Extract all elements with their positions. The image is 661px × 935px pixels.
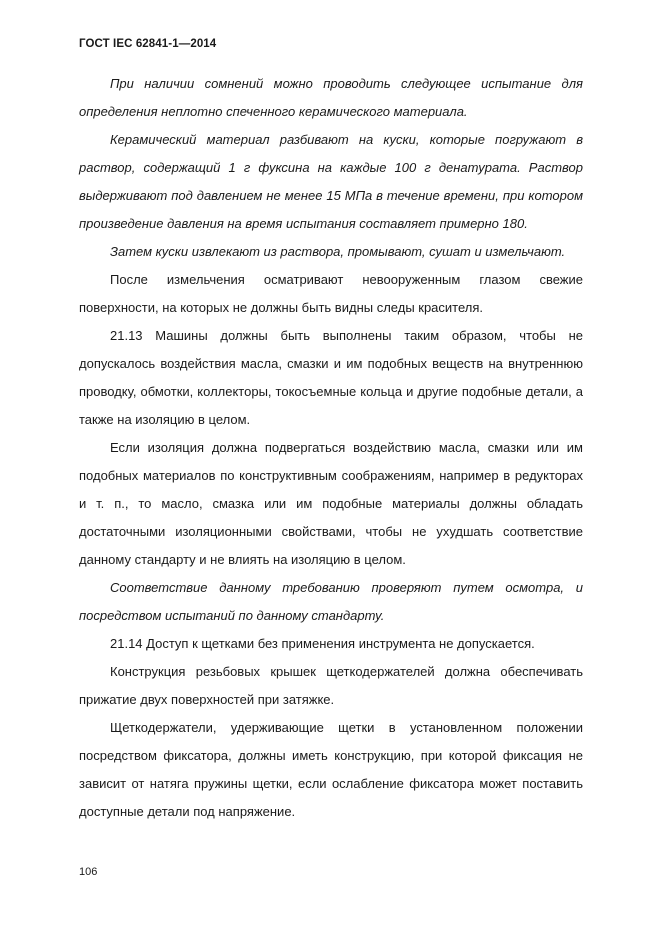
paragraph-doubt-test: При наличии сомнений можно проводить следующее испытание для определения неплотно спеченного керамического материала. — [79, 76, 583, 119]
paragraph-brush-caps: Конструкция резьбовых крышек щеткодержателей должна обеспечивать прижатие двух поверхностей при затяжке. — [79, 664, 583, 707]
page-number: 106 — [79, 866, 98, 878]
paragraph-clause-21-13: 21.13 Машины должны быть выполнены таким образом, чтобы не допускалось воздействия масла, смазки и им подобных веществ на внутреннюю проводку, обмотки, коллекторы, токосъемные кольца и другие подобные детали, а также на изоляцию в целом. — [79, 328, 583, 427]
paragraph-oil-insulation: Если изоляция должна подвергаться воздействию масла, смазки или им подобных материалов по конструктивным соображениям, например в редукторах и т. п., то масло, смазка или им подобные материалы должны обладать достаточными изоляционными свойствами, чтобы не ухудшать соответствие данному стандарту и не влиять на изоляцию в целом. — [79, 440, 583, 567]
document-header: ГОСТ IEC 62841-1—2014 — [79, 38, 217, 50]
paragraph-compliance-check: Соответствие данному требованию проверяют путем осмотра, и посредством испытаний по данному стандарту. — [79, 580, 583, 623]
paragraph-fuchsin-test: Керамический материал разбивают на куски, которые погружают в раствор, содержащий 1 г фуксина на каждые 100 г денатурата. Раствор выдерживают под давлением не менее 15 МПа в течение времени, при котором произведение давления на время испытания составляет примерно 180. — [79, 132, 583, 231]
paragraph-inspect-surfaces: После измельчения осматривают невооруженным глазом свежие поверхности, на которых не должны быть видны следы красителя. — [79, 272, 583, 315]
paragraph-crush-pieces: Затем куски извлекают из раствора, промывают, сушат и измельчают. — [110, 244, 566, 259]
paragraph-brush-holders: Щеткодержатели, удерживающие щетки в установленном положении посредством фиксатора, должны иметь конструкцию, при которой фиксация не зависит от натяга пружины щетки, если ослабление фиксатора может поставить доступные детали под напряжение. — [79, 720, 583, 819]
page-body — [79, 70, 583, 826]
paragraph-clause-21-14: 21.14 Доступ к щетками без применения инструмента не допускается. — [110, 636, 535, 651]
